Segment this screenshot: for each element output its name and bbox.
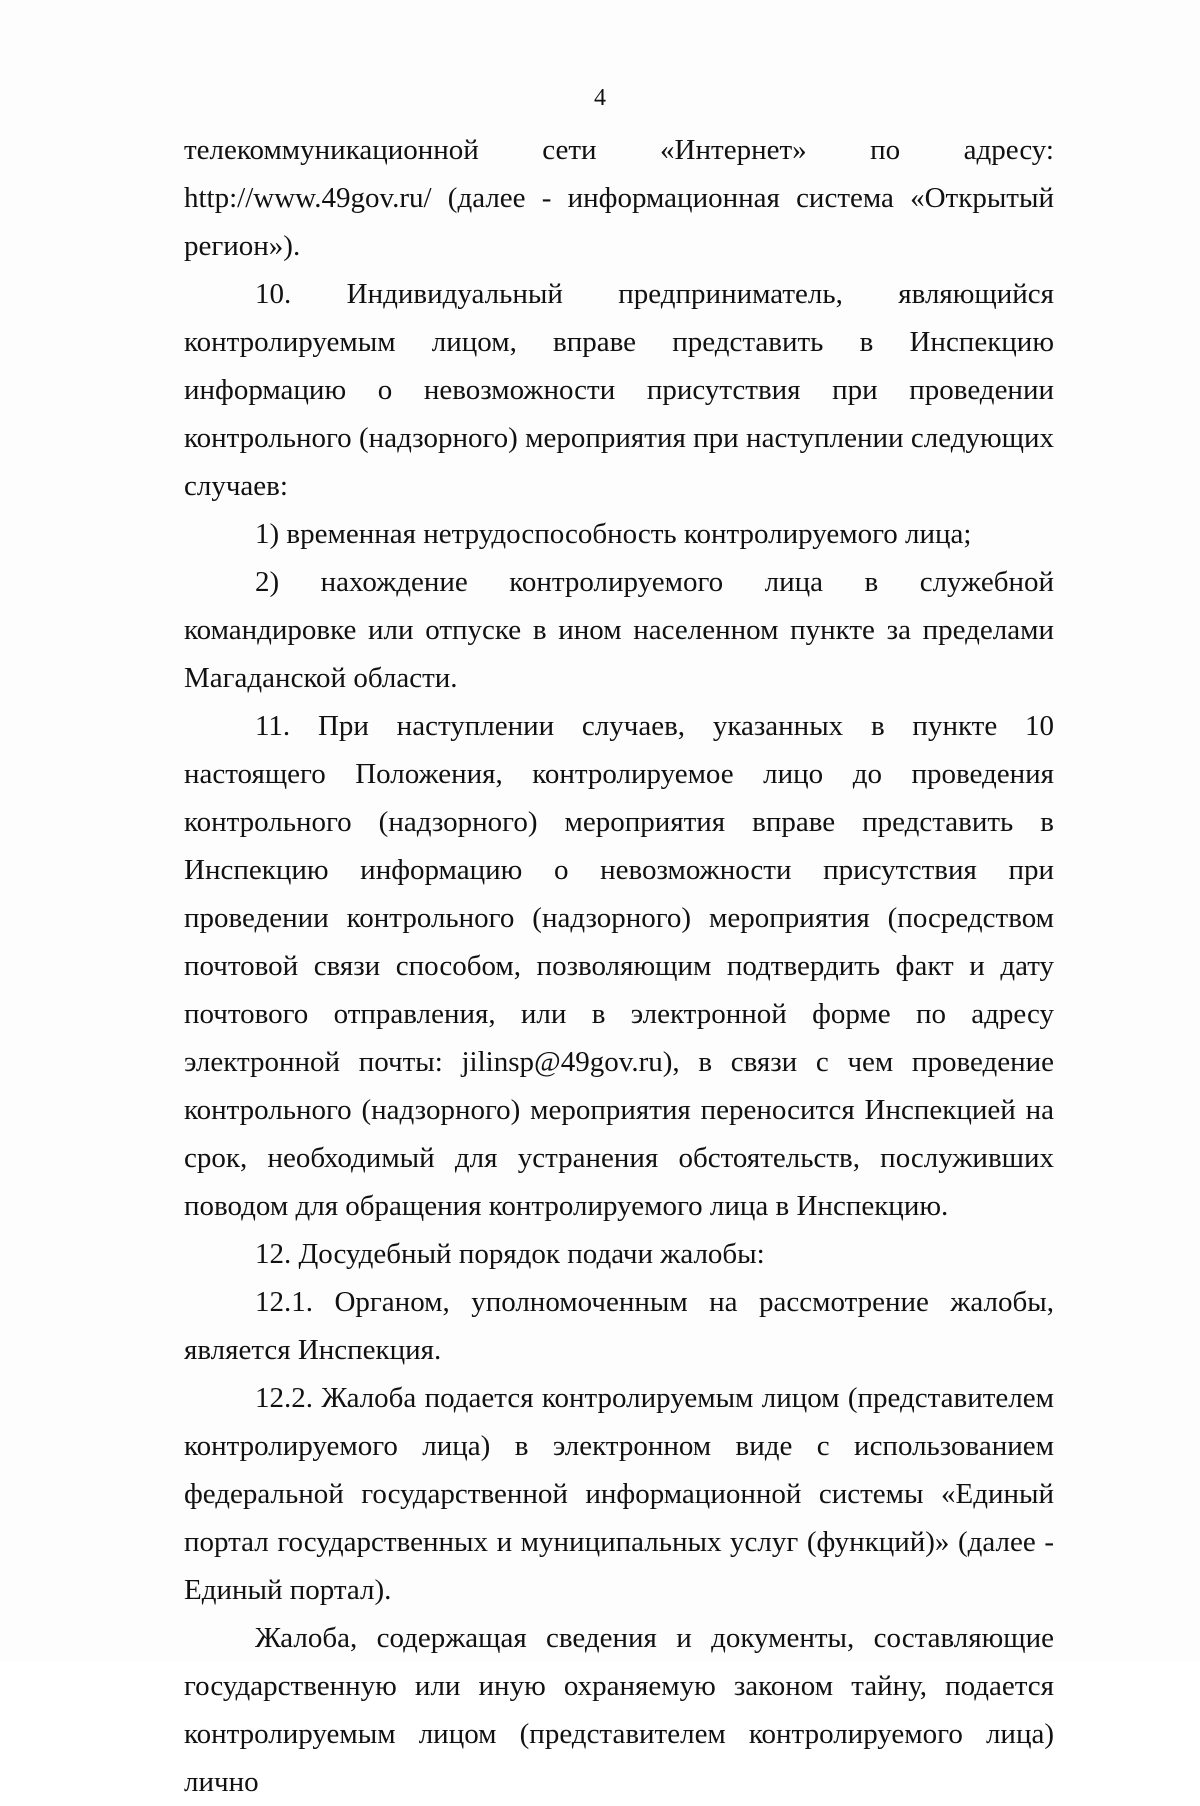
paragraph-item-10: 10. Индивидуальный предприниматель, являющийся контролируемым лицом, вправе представить в Инспекцию информацию о невозможности присутствия при проведении контрольного (надзорного) мероприятия при наступлении следующих случаев:: [184, 278, 1054, 502]
paragraph-item-11: 11. При наступлении случаев, указанных в пункте 10 настоящего Положения, контролируемое лицо до проведения контрольного (надзорного) мероприятия вправе представить в Инспекцию информацию о невозможности присутствия при проведении контрольного (надзорного) мероприятия (посредством почтовой связи способом, позволяющим подтвердить факт и дату почтового отправления, или в электронной форме по адресу электронной почты: jilinsp@49gov.ru), в связи с чем проведение контрольного (надзорного) мероприятия переносится Инспекцией на срок, необходимый для устранения обстоятельств, послуживших поводом для обращения контролируемого лица в Инспекцию.: [184, 710, 1054, 1222]
paragraph-subitem-1: 1) временная нетрудоспособность контролируемого лица;: [255, 518, 972, 550]
document-body: [184, 126, 1054, 1806]
paragraph-continuation: телекоммуникационной сети «Интернет» по адресу: http://www.49gov.ru/ (далее - информационная система «Открытый регион»).: [184, 134, 1054, 262]
paragraph-complaint-secret: Жалоба, содержащая сведения и документы, составляющие государственную или иную охраняемую законом тайну, подается контролируемым лицом (представителем контролируемого лица) лично: [184, 1622, 1054, 1798]
paragraph-item-12-1: 12.1. Органом, уполномоченным на рассмотрение жалобы, является Инспекция.: [184, 1286, 1054, 1366]
paragraph-item-12-2: 12.2. Жалоба подается контролируемым лицом (представителем контролируемого лица) в электронном виде с использованием федеральной государственной информационной системы «Единый портал государственных и муниципальных услуг (функций)» (далее - Единый портал).: [184, 1382, 1054, 1606]
page-number: 4: [594, 85, 606, 111]
paragraph-item-12: 12. Досудебный порядок подачи жалобы:: [255, 1238, 765, 1270]
paragraph-subitem-2: 2) нахождение контролируемого лица в служебной командировке или отпуске в ином населенном пункте за пределами Магаданской области.: [184, 566, 1054, 694]
